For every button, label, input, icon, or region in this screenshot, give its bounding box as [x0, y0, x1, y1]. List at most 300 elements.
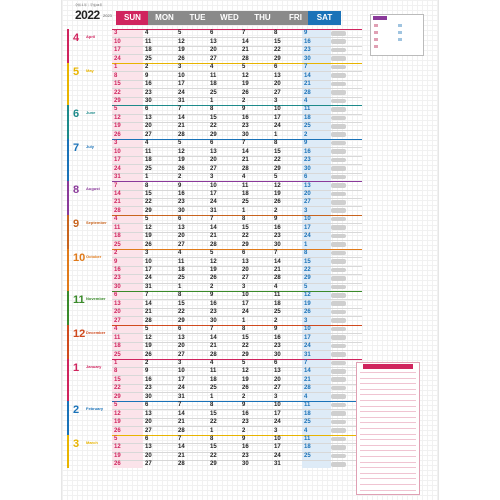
weekly-note-tab — [331, 259, 346, 264]
day-cell: 10 — [145, 258, 152, 265]
weekly-note-tab — [331, 200, 346, 205]
day-cell: 21 — [178, 419, 185, 426]
day-cell: 14 — [114, 190, 121, 197]
day-cell: 17 — [274, 114, 281, 121]
day-cell: 24 — [114, 165, 121, 172]
weekly-note-tab — [331, 268, 346, 273]
day-cell: 4 — [242, 174, 246, 181]
day-cell: 9 — [114, 258, 118, 265]
week-divider — [112, 71, 362, 72]
day-cell: 12 — [114, 114, 121, 121]
day-cell: 24 — [210, 199, 217, 206]
day-cell: 16 — [145, 376, 152, 383]
day-cell: 22 — [210, 452, 217, 459]
month-name: October — [86, 253, 102, 259]
day-cell: 30 — [242, 131, 249, 138]
day-cell: 22 — [210, 419, 217, 426]
day-cell: 13 — [210, 38, 217, 45]
day-cell: 27 — [145, 131, 152, 138]
day-cell: 29 — [114, 393, 121, 400]
month-name: April — [86, 34, 96, 39]
holiday-list-line — [360, 484, 416, 485]
day-cell: 17 — [145, 267, 152, 273]
day-cell: 26 — [114, 461, 121, 468]
day-cell: 22 — [178, 309, 185, 316]
day-cell: 16 — [178, 190, 185, 197]
month-number: 9 — [73, 217, 80, 230]
day-cell: 19 — [145, 343, 152, 350]
day-cell: 3 — [178, 64, 182, 71]
day-cell: 16 — [242, 410, 249, 417]
day-cell: 7 — [304, 359, 308, 366]
day-cell: 2 — [114, 250, 118, 257]
day-cell: 26 — [242, 385, 249, 392]
day-cell: 22 — [274, 157, 281, 164]
weekly-note-tab — [331, 445, 346, 450]
day-cell: 19 — [274, 190, 281, 197]
day-cell: 20 — [274, 376, 281, 383]
day-cell: 14 — [274, 258, 281, 265]
day-cell: 8 — [210, 106, 214, 113]
day-cell: 23 — [274, 233, 281, 240]
day-cell: 5 — [178, 30, 182, 37]
day-cell: 23 — [274, 343, 281, 350]
holiday-list-line — [360, 456, 416, 457]
day-cell: 13 — [145, 444, 152, 451]
day-cell: 21 — [145, 309, 152, 316]
weekly-note-tab — [331, 428, 346, 433]
day-cell: 19 — [242, 81, 249, 88]
day-cell: 18 — [145, 47, 152, 54]
day-cell: 16 — [304, 148, 311, 155]
holiday-list-line — [360, 462, 416, 463]
day-cell: 6 — [114, 292, 118, 299]
weekly-note-tab — [331, 369, 346, 374]
weekly-note-tab — [331, 208, 346, 213]
day-cell: 30 — [178, 207, 185, 214]
year-end-label: 2023 — [103, 13, 112, 18]
day-cell: 4 — [210, 64, 214, 71]
day-cell: 9 — [145, 72, 149, 79]
weekly-note-tab — [331, 276, 346, 281]
day-cell: 11 — [145, 148, 152, 155]
month-number: 1 — [73, 361, 80, 374]
day-cell: 12 — [242, 368, 249, 375]
day-cell: 9 — [274, 326, 278, 333]
weekly-note-tab — [331, 217, 346, 222]
day-cell: 24 — [274, 452, 281, 459]
day-cell: 3 — [274, 427, 278, 434]
day-cell: 5 — [145, 326, 149, 333]
day-cell: 4 — [114, 326, 118, 333]
day-cell: 29 — [274, 55, 281, 62]
day-cell: 15 — [178, 300, 185, 307]
month-label-june — [67, 105, 111, 139]
month-label-december — [67, 325, 111, 359]
day-cell: 27 — [145, 427, 152, 434]
day-cell: 10 — [274, 402, 281, 409]
holiday-list-line — [360, 439, 416, 440]
legend-swatch — [374, 31, 378, 34]
day-cell: 28 — [210, 241, 217, 248]
day-cell: 24 — [114, 55, 121, 62]
day-cell: 1 — [114, 359, 118, 366]
weekly-note-tab — [331, 65, 346, 70]
day-cell: 17 — [114, 157, 121, 164]
weekly-note-tab — [331, 344, 346, 349]
day-cell: 1 — [114, 64, 118, 71]
day-cell: 26 — [274, 199, 281, 206]
day-cell: 11 — [304, 402, 311, 409]
day-cell: 19 — [145, 233, 152, 240]
day-cell: 18 — [114, 233, 121, 240]
day-cell: 10 — [274, 436, 281, 442]
day-cell: 28 — [274, 275, 281, 282]
day-cell: 20 — [178, 233, 185, 240]
holiday-list-line — [360, 478, 416, 479]
weekly-note-tab — [331, 386, 346, 391]
weekly-note-tab — [331, 175, 346, 180]
weekly-note-tab — [331, 251, 346, 256]
day-cell: 23 — [242, 419, 249, 426]
day-cell: 18 — [242, 190, 249, 197]
day-cell: 20 — [145, 419, 152, 426]
day-cell: 2 — [242, 393, 246, 400]
day-cell: 27 — [145, 461, 152, 468]
day-cell: 8 — [210, 402, 214, 409]
day-cell: 27 — [210, 55, 217, 62]
weekly-note-tab — [331, 31, 346, 36]
month-number: 10 — [73, 251, 86, 264]
day-cell: 5 — [242, 359, 246, 366]
day-cell: 20 — [114, 309, 121, 316]
day-cell: 19 — [114, 123, 121, 130]
day-cell: 6 — [274, 64, 278, 71]
month-number: 5 — [73, 65, 80, 78]
day-cell: 15 — [210, 114, 217, 121]
day-cell: 31 — [178, 98, 185, 104]
day-cell: 23 — [114, 275, 121, 282]
day-cell: 2 — [242, 427, 246, 434]
day-cell: 22 — [114, 385, 121, 392]
day-cell: 21 — [274, 267, 281, 273]
month-name: August — [86, 186, 100, 192]
day-cell: 26 — [178, 165, 185, 172]
weekly-note-tab — [331, 132, 346, 137]
day-cell: 14 — [178, 114, 185, 121]
holiday-list-line — [360, 428, 416, 429]
day-cell: 5 — [114, 106, 118, 113]
day-cell: 5 — [274, 174, 278, 181]
day-cell: 3 — [274, 393, 278, 400]
month-number: 2 — [73, 403, 80, 416]
day-cell: 2 — [178, 174, 182, 181]
day-cell: 11 — [304, 106, 311, 113]
day-cell: 28 — [145, 317, 152, 324]
day-cell: 12 — [304, 292, 311, 299]
holiday-list-line — [360, 450, 416, 451]
day-cell: 25 — [242, 199, 249, 206]
day-cell: 3 — [242, 283, 246, 290]
day-cell: 23 — [242, 452, 249, 459]
weekly-note-tab — [331, 327, 346, 332]
day-cell: 30 — [304, 55, 311, 62]
weekly-note-tab — [331, 377, 346, 382]
day-cell: 27 — [114, 317, 121, 324]
day-cell: 14 — [304, 368, 311, 375]
day-cell: 29 — [178, 317, 185, 324]
day-cell: 17 — [274, 444, 281, 451]
day-cell: 2 — [304, 131, 308, 138]
holiday-list-line — [360, 406, 416, 407]
holiday-list-line — [360, 422, 416, 423]
day-cell: 3 — [145, 250, 149, 257]
day-cell: 18 — [304, 114, 311, 121]
day-cell: 27 — [210, 165, 217, 172]
day-cell: 6 — [178, 216, 182, 223]
day-cell: 11 — [114, 224, 121, 231]
weekly-note-tab — [331, 158, 346, 163]
day-cell: 21 — [210, 233, 217, 240]
day-cell: 12 — [274, 182, 281, 189]
holiday-list-line — [360, 411, 416, 412]
day-cell: 20 — [274, 81, 281, 88]
day-cell: 26 — [145, 241, 152, 248]
day-cell: 18 — [304, 444, 311, 451]
day-cell: 15 — [210, 444, 217, 451]
month-label-october — [67, 249, 111, 291]
holiday-list-line — [360, 389, 416, 390]
day-cell: 18 — [274, 300, 281, 307]
month-divider — [112, 181, 362, 182]
weekday-header-sat: SAT — [308, 11, 341, 25]
day-cell: 7 — [274, 250, 278, 257]
month-name: June — [86, 110, 96, 116]
day-cell: 26 — [304, 309, 311, 316]
day-cell: 8 — [114, 72, 118, 79]
day-cell: 24 — [304, 343, 311, 350]
day-cell: 17 — [210, 190, 217, 197]
legend-swatch — [374, 24, 378, 27]
day-cell: 9 — [145, 368, 149, 375]
month-divider — [112, 63, 362, 64]
weekly-note-tab — [331, 462, 346, 467]
weekly-note-tab — [331, 166, 346, 171]
day-cell: 21 — [178, 452, 185, 459]
day-cell: 27 — [178, 351, 185, 358]
day-cell: 4 — [145, 140, 149, 147]
day-cell: 14 — [178, 444, 185, 451]
day-cell: 3 — [274, 98, 278, 104]
weekly-note-tab — [331, 39, 346, 44]
day-cell: 10 — [210, 182, 217, 189]
day-cell: 15 — [304, 258, 311, 265]
day-cell: 1 — [210, 98, 214, 104]
day-cell: 4 — [210, 359, 214, 366]
weekly-note-tab — [331, 301, 346, 306]
day-cell: 24 — [145, 275, 152, 282]
day-cell: 18 — [210, 81, 217, 88]
day-cell: 28 — [178, 427, 185, 434]
day-cell: 25 — [114, 241, 121, 248]
era-label: 令和４年｜平成34年 — [75, 3, 103, 7]
day-cell: 9 — [304, 30, 308, 37]
day-cell: 13 — [114, 300, 121, 307]
holiday-list-line — [360, 378, 416, 379]
weekday-header-wed: WED — [213, 11, 246, 25]
day-cell: 22 — [242, 233, 249, 240]
day-cell: 6 — [210, 30, 214, 37]
day-cell: 31 — [114, 174, 121, 181]
holiday-list-line — [360, 372, 416, 373]
day-cell: 22 — [114, 89, 121, 96]
day-cell: 2 — [145, 64, 149, 71]
day-cell: 5 — [145, 216, 149, 223]
day-cell: 16 — [304, 38, 311, 45]
day-cell: 15 — [242, 224, 249, 231]
day-cell: 20 — [178, 343, 185, 350]
day-cell: 31 — [145, 283, 152, 290]
day-cell: 2 — [145, 359, 149, 366]
weekday-header-sun: SUN — [116, 11, 149, 25]
day-cell: 24 — [242, 309, 249, 316]
weekly-note-tab — [331, 116, 346, 121]
day-cell: 26 — [210, 275, 217, 282]
day-cell: 19 — [178, 47, 185, 54]
weekly-note-tab — [331, 437, 346, 442]
weekly-note-tab — [331, 48, 346, 53]
day-cell: 7 — [114, 182, 118, 189]
day-cell: 4 — [114, 216, 118, 223]
month-label-november — [67, 291, 111, 325]
weekly-note-tab — [331, 420, 346, 425]
day-cell: 29 — [242, 351, 249, 358]
holiday-list-box — [356, 362, 420, 495]
weekly-note-tab — [331, 352, 346, 357]
day-cell: 19 — [210, 267, 217, 273]
month-name: March — [86, 439, 98, 445]
month-number: 12 — [73, 327, 86, 340]
day-cell: 15 — [210, 410, 217, 417]
day-cell: 30 — [145, 98, 152, 104]
month-name: February — [86, 405, 104, 411]
holiday-list-line — [360, 400, 416, 401]
day-cell: 11 — [242, 182, 249, 189]
day-cell: 14 — [178, 410, 185, 417]
day-cell: 21 — [304, 376, 311, 383]
month-label-february — [67, 401, 111, 435]
day-cell: 1 — [242, 317, 246, 324]
day-cell: 21 — [178, 123, 185, 130]
weekly-note-tab — [331, 141, 346, 146]
day-cell: 2 — [274, 207, 278, 214]
day-cell: 26 — [114, 427, 121, 434]
day-cell: 6 — [274, 359, 278, 366]
day-cell: 3 — [210, 174, 214, 181]
weekly-note-tab — [331, 454, 346, 459]
day-cell: 22 — [210, 123, 217, 130]
weekly-note-tab — [331, 225, 346, 230]
weekly-note-tab — [331, 183, 346, 188]
day-cell: 18 — [178, 267, 185, 273]
weekly-note-tab — [331, 234, 346, 239]
day-cell: 6 — [210, 140, 214, 147]
day-cell: 10 — [178, 72, 185, 79]
day-cell: 13 — [178, 224, 185, 231]
day-cell: 12 — [178, 148, 185, 155]
day-cell: 22 — [304, 267, 311, 273]
month-name: January — [86, 363, 102, 369]
day-cell: 25 — [274, 309, 281, 316]
day-cell: 19 — [242, 376, 249, 383]
weekly-note-tab — [331, 318, 346, 323]
month-name: December — [86, 329, 106, 335]
day-cell: 20 — [145, 452, 152, 459]
day-cell: 7 — [178, 436, 182, 442]
month-label-july — [67, 139, 111, 181]
day-cell: 9 — [304, 140, 308, 147]
day-cell: 2 — [242, 98, 246, 104]
day-cell: 17 — [274, 410, 281, 417]
day-cell: 11 — [274, 292, 281, 299]
day-cell: 1 — [178, 283, 182, 290]
day-cell: 14 — [210, 334, 217, 341]
day-cell: 13 — [274, 368, 281, 375]
month-divider — [112, 139, 362, 140]
day-cell: 27 — [178, 241, 185, 248]
day-cell: 4 — [304, 427, 308, 434]
legend-swatch — [374, 45, 378, 48]
day-cell: 7 — [145, 292, 149, 299]
day-cell: 10 — [178, 368, 185, 375]
day-cell: 30 — [274, 241, 281, 248]
holiday-list-line — [360, 434, 416, 435]
weekly-note-tab — [331, 90, 346, 95]
day-cell: 29 — [114, 98, 121, 104]
wall-calendar — [62, 0, 438, 500]
day-cell: 7 — [210, 326, 214, 333]
holiday-list-line — [360, 417, 416, 418]
month-label-march — [67, 435, 111, 469]
weekly-note-tab — [331, 310, 346, 315]
holiday-list-header — [363, 364, 413, 369]
day-cell: 25 — [178, 275, 185, 282]
legend-box — [370, 14, 424, 56]
day-cell: 14 — [242, 148, 249, 155]
day-cell: 31 — [210, 207, 217, 214]
day-cell: 4 — [145, 30, 149, 37]
month-number: 11 — [73, 293, 85, 306]
holiday-list-line — [360, 490, 416, 491]
day-cell: 28 — [242, 55, 249, 62]
day-cell: 20 — [242, 267, 249, 273]
day-cell: 28 — [304, 385, 311, 392]
day-cell: 14 — [145, 300, 152, 307]
legend-swatch — [398, 24, 402, 27]
weekday-header-mon: MON — [148, 11, 181, 25]
month-number: 4 — [73, 32, 80, 44]
month-label-january — [67, 359, 111, 401]
day-cell: 25 — [304, 123, 311, 130]
day-cell: 24 — [178, 385, 185, 392]
day-cell: 4 — [178, 250, 182, 257]
month-number: 6 — [73, 108, 80, 121]
month-label-april — [67, 29, 111, 63]
day-cell: 25 — [304, 452, 311, 459]
weekday-header-fri: FRI — [279, 11, 312, 25]
month-name: July — [86, 143, 95, 149]
day-cell: 13 — [145, 410, 152, 417]
